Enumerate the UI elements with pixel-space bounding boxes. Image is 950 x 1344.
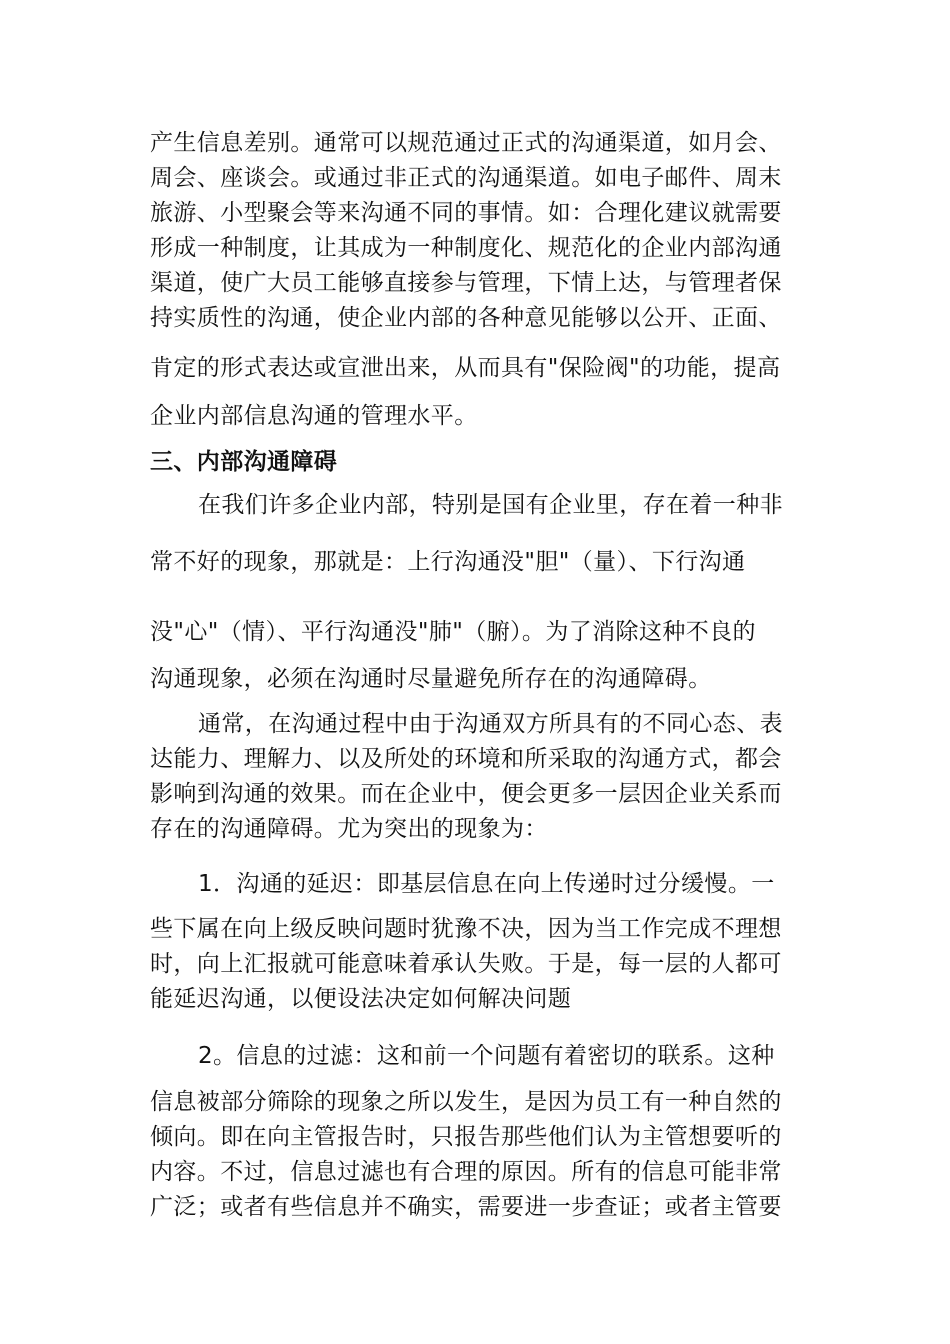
paragraph-line: 达能力、理解力、以及所处的环境和所采取的沟通方式，都会 [150, 746, 782, 772]
paragraph-line: 倾向。即在向主管报告时，只报告那些他们认为主管想要听的 [150, 1124, 782, 1150]
paragraph-line: 在我们许多企业内部，特别是国有企业里，存在着一种非 [198, 492, 783, 518]
paragraph-line: 持实质性的沟通，使企业内部的各种意见能够以公开、正面、 [150, 305, 782, 331]
paragraph-line: 影响到沟通的效果。而在企业中，便会更多一层因企业关系而 [150, 781, 782, 807]
paragraph-line: 存在的沟通障碍。尤为突出的现象为： [150, 816, 548, 842]
paragraph-line: 没"心"（情）、平行沟通没"肺"（腑）。为了消除这种不良的 [150, 619, 756, 645]
paragraph-line: 企业内部信息沟通的管理水平。 [150, 403, 478, 429]
paragraph-line: 产生信息差别。通常可以规范通过正式的沟通渠道，如月会、 [150, 130, 782, 156]
paragraph-line: 能延迟沟通，以便设法决定如何解决问题 [150, 986, 572, 1012]
paragraph-line: 信息被部分筛除的现象之所以发生，是因为员工有一种自然的 [150, 1089, 782, 1115]
paragraph-line: 周会、座谈会。或通过非正式的沟通渠道。如电子邮件、周末 [150, 165, 782, 191]
paragraph-line: 些下属在向上级反映问题时犹豫不决，因为当工作完成不理想 [150, 916, 782, 942]
paragraph-line: 旅游、小型聚会等来沟通不同的事情。如：合理化建议就需要 [150, 200, 782, 226]
paragraph-line: 时，向上汇报就可能意味着承认失败。于是，每一层的人都可 [150, 951, 782, 977]
paragraph-line: 通常，在沟通过程中由于沟通双方所具有的不同心态、表 [198, 711, 783, 737]
paragraph-line: 形成一种制度，让其成为一种制度化、规范化的企业内部沟通 [150, 235, 782, 261]
list-item-line: 1．沟通的延迟：即基层信息在向上传递时过分缓慢。一 [198, 871, 775, 897]
section-heading: 三、内部沟通障碍 [150, 449, 338, 475]
paragraph-line: 肯定的形式表达或宣泄出来，从而具有"保险阀"的功能，提高 [150, 355, 781, 381]
paragraph-line: 沟通现象，必须在沟通时尽量避免所存在的沟通障碍。 [150, 666, 712, 692]
paragraph-line: 内容。不过，信息过滤也有合理的原因。所有的信息可能非常 [150, 1159, 782, 1185]
list-item-line: 2。信息的过滤：这和前一个问题有着密切的联系。这种 [198, 1043, 775, 1069]
paragraph-line: 广泛；或者有些信息并不确实，需要进一步查证；或者主管要 [150, 1194, 782, 1220]
paragraph-line: 常不好的现象，那就是：上行沟通没"胆"（量）、下行沟通 [150, 549, 746, 575]
paragraph-line: 渠道，使广大员工能够直接参与管理，下情上达，与管理者保 [150, 270, 782, 296]
